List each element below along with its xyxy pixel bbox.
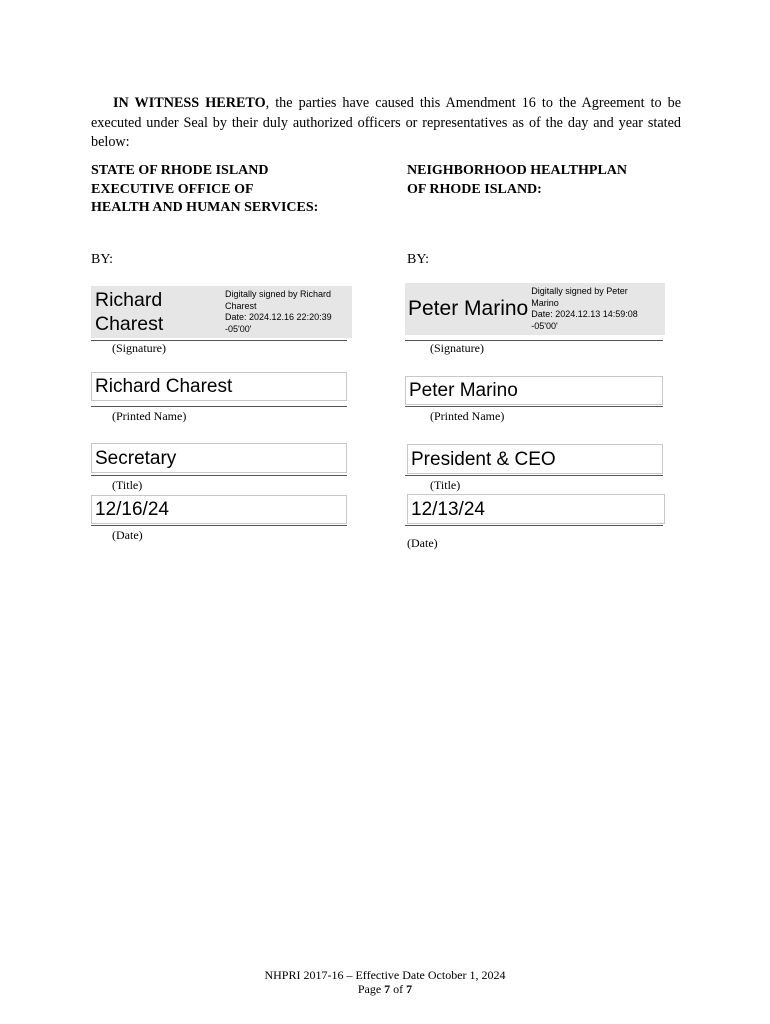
left-date-field[interactable]: 12/16/24 — [91, 495, 347, 524]
right-title-field[interactable]: President & CEO — [407, 444, 663, 474]
right-signature-field[interactable] — [405, 283, 665, 335]
right-title-caption: (Title) — [430, 478, 461, 492]
right-date-line — [405, 525, 663, 526]
left-date-caption: (Date) — [112, 528, 143, 542]
right-party-line: NEIGHBORHOOD HEALTHPLAN — [407, 163, 628, 178]
left-party-line: STATE OF RHODE ISLAND — [91, 163, 269, 178]
footer — [0, 968, 770, 996]
left-printed-name-line — [91, 406, 347, 407]
left-signature-name: Richard Charest — [95, 289, 164, 335]
left-by-label: BY: — [91, 252, 114, 267]
intro-text: , the parties have caused this Amendment 16 to the Agreement to be executed under Seal by their duly authorized officers or representatives as of the day and year stated below: — [91, 95, 681, 150]
right-party-name — [407, 162, 627, 199]
left-party-name — [91, 162, 318, 218]
left-title-field[interactable]: Secretary — [91, 443, 347, 473]
left-title-caption: (Title) — [112, 478, 143, 492]
right-printed-name-field[interactable]: Peter Marino — [405, 376, 663, 405]
right-date-caption: (Date) — [407, 536, 438, 550]
footer-document-id: NHPRI 2017-16 – Effective Date October 1, 2024 — [264, 968, 506, 982]
left-date-line — [91, 525, 347, 526]
right-by-label: BY: — [407, 252, 430, 267]
left-signature-caption: (Signature) — [112, 341, 166, 355]
footer-page-number: Page 7 of 7 — [357, 982, 413, 996]
right-printed-name-caption: (Printed Name) — [430, 409, 505, 423]
left-party-line: EXECUTIVE OFFICE OF — [91, 181, 254, 197]
left-title-line — [91, 475, 347, 476]
intro-paragraph — [91, 94, 681, 153]
right-printed-name-line — [405, 406, 663, 407]
right-signature-metadata: Digitally signed by Peter Marino Date: 2024.12.13 14:59:08 -05'00' — [531, 286, 638, 331]
right-party-line: OF RHODE ISLAND: — [407, 181, 542, 197]
left-party-line: HEALTH AND HUMAN SERVICES: — [91, 200, 319, 215]
left-printed-name-field[interactable]: Richard Charest — [91, 372, 347, 401]
left-printed-name-caption: (Printed Name) — [112, 409, 187, 423]
intro-lead: IN WITNESS HERETO — [113, 95, 266, 111]
right-date-field[interactable]: 12/13/24 — [407, 494, 665, 524]
left-signature-field[interactable] — [91, 286, 352, 338]
right-title-line — [405, 475, 663, 476]
left-signature-metadata: Digitally signed by Richard Charest Date: 2024.12.16 22:20:39 -05'00' — [225, 289, 332, 334]
right-signature-name: Peter Marino — [408, 297, 529, 320]
right-signature-caption: (Signature) — [430, 341, 484, 355]
